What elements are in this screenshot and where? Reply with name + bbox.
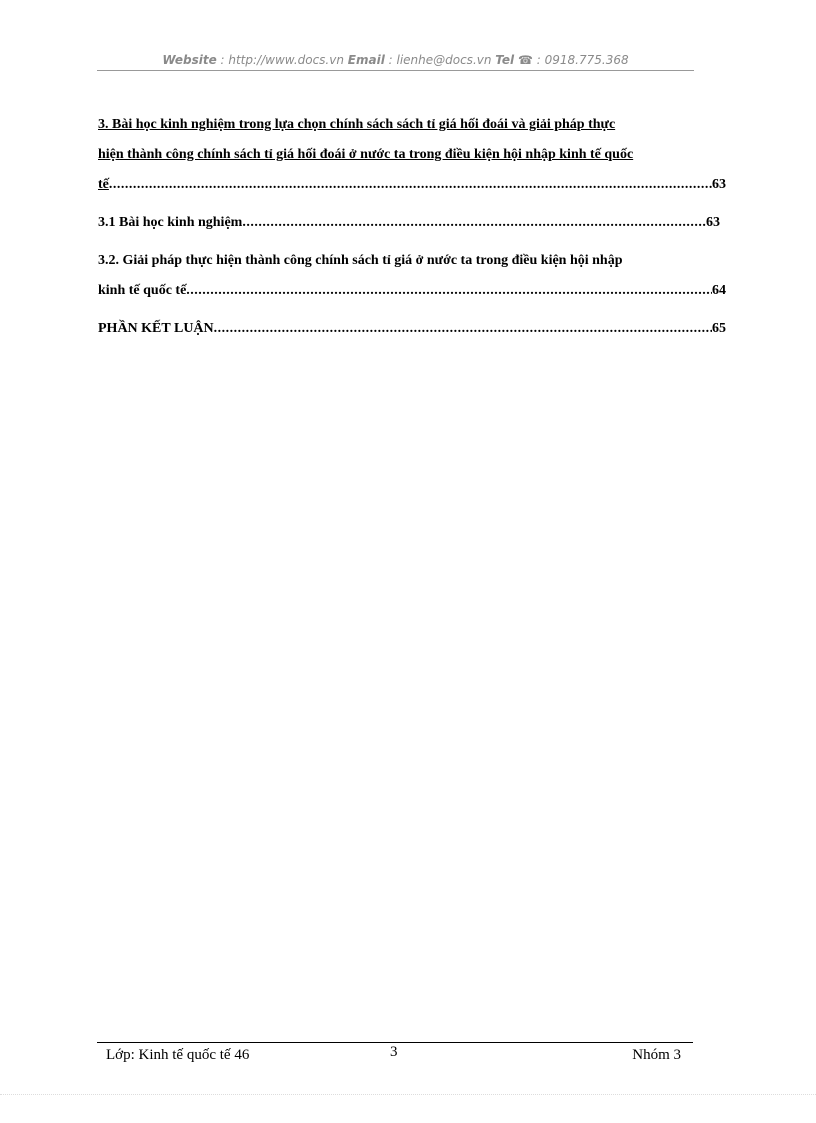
dot-leader bbox=[109, 170, 712, 200]
dot-leader bbox=[242, 208, 706, 238]
email-label: Email bbox=[347, 53, 385, 67]
toc-entry-3-line2: hiện thành công chính sách tỉ giá hối đoái ở nước ta trong điều kiện hội nhập kinh tế quốc bbox=[98, 147, 634, 162]
dot-leader bbox=[214, 314, 712, 344]
toc-entry-3-page: 63 bbox=[712, 177, 726, 192]
phone-icon: ☎ bbox=[518, 53, 533, 67]
toc-entry-3-line3: tế bbox=[98, 177, 109, 192]
toc-entry-3-1-page: 63 bbox=[706, 215, 720, 230]
toc-entry-conclusion[interactable] bbox=[98, 314, 726, 344]
toc-entry-3-line1: 3. Bài học kinh nghiệm trong lựa chọn chính sách sách tỉ giá hối đoái và giải pháp thực bbox=[98, 117, 616, 132]
toc-entry-3-2-line1: 3.2. Giải pháp thực hiện thành công chính sách tỉ giá ở nước ta trong điều kiện hội nhập bbox=[98, 253, 623, 268]
toc-entry-conclusion-title: PHẦN KẾT LUẬN bbox=[98, 321, 214, 336]
toc-entry-3-2-page: 64 bbox=[712, 283, 726, 298]
footer-group-label: Nhóm 3 bbox=[632, 1047, 681, 1063]
email-value: : lienhe@docs.vn bbox=[384, 53, 496, 67]
toc-entry-3-2[interactable] bbox=[98, 246, 726, 306]
page-bottom-border bbox=[0, 1094, 816, 1095]
toc-entry-3-1-title: 3.1 Bài học kinh nghiệm bbox=[98, 215, 243, 230]
footer-divider bbox=[97, 1042, 693, 1043]
dot-leader bbox=[186, 276, 712, 306]
website-label: Website bbox=[162, 53, 217, 67]
website-value: : http://www.docs.vn bbox=[216, 53, 348, 67]
tel-value: : 0918.775.368 bbox=[532, 53, 629, 67]
toc-entry-3-2-line2: kinh tế quốc tế bbox=[98, 283, 187, 298]
table-of-contents bbox=[98, 110, 726, 344]
tel-label: Tel bbox=[495, 53, 515, 67]
toc-entry-3-1[interactable] bbox=[98, 208, 726, 238]
toc-entry-3[interactable] bbox=[98, 110, 726, 200]
footer-class-label: Lớp: Kinh tế quốc tế 46 bbox=[106, 1047, 250, 1063]
toc-entry-conclusion-page: 65 bbox=[712, 321, 726, 336]
page-footer bbox=[97, 1044, 693, 1066]
page-header bbox=[97, 50, 694, 71]
footer-page-number: 3 bbox=[390, 1044, 398, 1060]
